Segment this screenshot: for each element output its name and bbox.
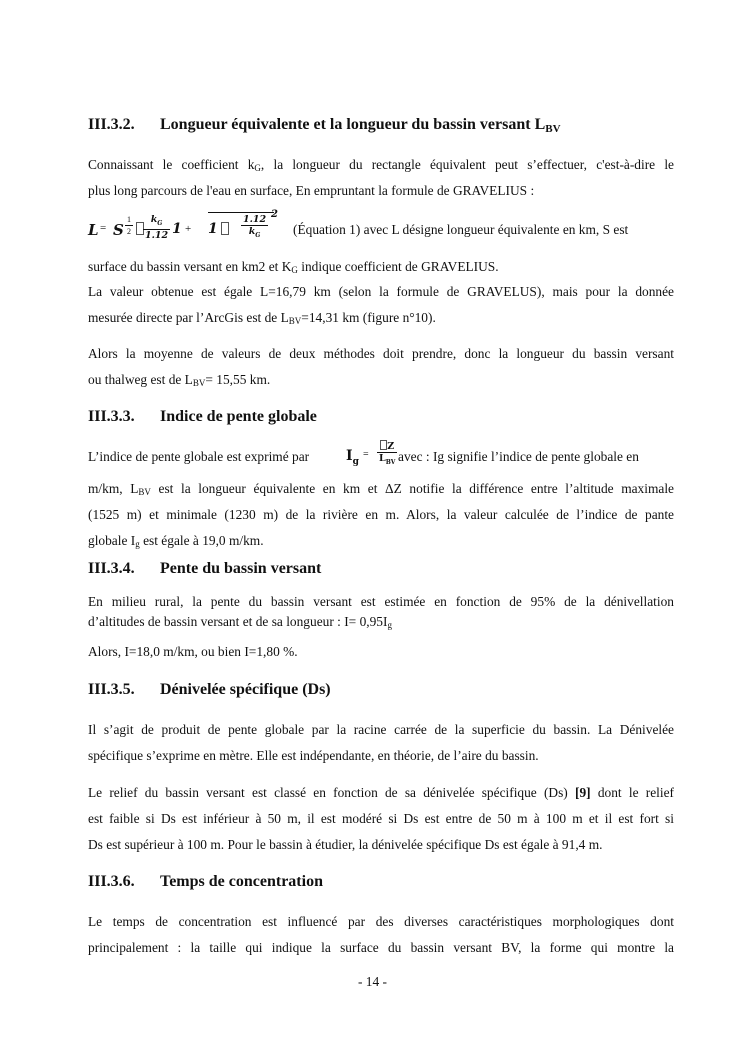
paragraph-line: Il s’agit de produit de pente globale par la racine carrée de la superficie du bassin. La Dénivelée <box>88 722 674 737</box>
sqrt-bar <box>208 212 274 213</box>
section-title-subscript: BV <box>545 123 561 135</box>
paragraph-line: d’altitudes de bassin versant et de sa longueur : $I= 0,95I_g$ <box>88 614 392 630</box>
section-heading-3-5 <box>88 681 331 699</box>
section-title: Longueur équivalente et la longueur du bassin versant L <box>160 116 546 133</box>
section-number: III.3.2. <box>88 116 135 133</box>
paragraph-line-with-formula: L’indice de pente globale est exprimé par $I_g$ = Z $L_{BV}$ avec : Ig signifie l’indice de pente globale en <box>88 441 639 467</box>
paragraph-line: Alors la moyenne de valeurs de deux méthodes doit prendre, donc la longueur du bassin versant <box>88 346 674 361</box>
section-number: III.3.4. <box>88 560 135 577</box>
paragraph-line: ou thalweg est de $L_{BV}= 15,55$ km. <box>88 372 271 388</box>
eq-L: L <box>88 221 99 239</box>
formula-dZ-over-LBV: Z $L_{BV}$ <box>379 441 396 466</box>
paragraph-line: (1525 m) et minimale (1230 m) de la rivière en m. Alors, la valeur calculée de l’indice de pante <box>88 507 674 522</box>
eq-S: S <box>113 221 124 239</box>
paragraph-line: est faible si Ds est inférieur à 50 m, il est modéré si Ds est entre de 50 m à 100 m et il est fort si <box>88 811 674 826</box>
paragraph-line: globale $I_g$ est égale à 19,0 m/km. <box>88 533 264 549</box>
eq-kg-over-112: $\frac{k_G}{1.12}$ <box>145 214 169 241</box>
eq-half-exponent: $\frac{1}{2}$ <box>127 215 131 236</box>
missing-glyph-box <box>221 222 229 235</box>
paragraph-line: m/km, $L_{BV}$ est la longueur équivalente en km et ΔZ notifie la différence entre l’altitude maximale <box>88 481 674 497</box>
section-heading-3-4 <box>88 560 321 578</box>
paragraph-line: En milieu rural, la pente du bassin versant est estimée en fonction de 95% de la dénivellation <box>88 594 674 609</box>
section-heading-3-6 <box>88 873 323 891</box>
paragraph-line: Ds est supérieur à 100 m. Pour le bassin à étudier, la dénivelée spécifique Ds est égale à 91,4 m. <box>88 837 603 852</box>
section-heading-3-3 <box>88 408 317 426</box>
paragraph-line: Connaissant le coefficient $k_G$, la longueur du rectangle équivalent peut s’effectuer, c'est-à-dire le <box>88 157 674 173</box>
page-number: - 14 - <box>357 974 387 989</box>
paragraph-line: surface du bassin versant en km2 et $K_G$ indique coefficient de GRAVELIUS. <box>88 259 499 275</box>
section-heading-3-2 <box>88 116 561 135</box>
section-title: Pente du bassin versant <box>160 560 322 577</box>
section-title: Indice de pente globale <box>160 408 317 425</box>
equation-caption: (Équation 1) avec L désigne longueur équivalente en km, S est <box>293 222 629 237</box>
citation-reference: [9] <box>575 785 591 800</box>
section-title: Temps de concentration <box>160 873 323 890</box>
gravelius-equation: L = S $\frac{1}{2}$ $\frac{k_G}{1.12}$ + 1 1 $\frac{1.12}{k_G}$ 2 (Équation 1) avec L désigne longueur équivalente en km, S est <box>88 209 629 241</box>
paragraph-line: plus long parcours de l'eau en surface, En empruntant la formule de GRAVELIUS : <box>88 183 535 198</box>
paragraph-line: La valeur obtenue est égale L=16,79 km (selon la formule de GRAVELUS), mais pour la donnée <box>88 284 674 299</box>
paragraph-line: mesurée directe par l’ArcGis est de $L_{BV}=14,31$ km (figure n°10). <box>88 310 436 326</box>
paragraph-line: Alors, I=18,0 m/km, ou bien I=1,80 %. <box>88 644 298 659</box>
section-number: III.3.6. <box>88 873 135 890</box>
section-number: III.3.5. <box>88 681 135 698</box>
eq-112-over-kg: $\frac{1.12}{k_G}$ <box>243 214 267 239</box>
paragraph-line: spécifique s’exprime en mètre. Elle est indépendante, en théorie, de l’aire du bassin. <box>88 748 539 763</box>
section-number: III.3.3. <box>88 408 135 425</box>
section-title: Dénivelée spécifique (Ds) <box>160 681 331 698</box>
formula-Ig: $I_g$ <box>346 448 359 467</box>
paragraph-line: Le temps de concentration est influencé par des diverses caractéristiques morphologiques dont <box>88 914 674 929</box>
paragraph-line: principalement : la taille qui indique la surface du bassin versant BV, la forme qui montre la <box>88 940 674 955</box>
paragraph-line: Le relief du bassin versant est classé en fonction de sa dénivelée spécifique (Ds) [9] dont le relief <box>88 785 674 800</box>
